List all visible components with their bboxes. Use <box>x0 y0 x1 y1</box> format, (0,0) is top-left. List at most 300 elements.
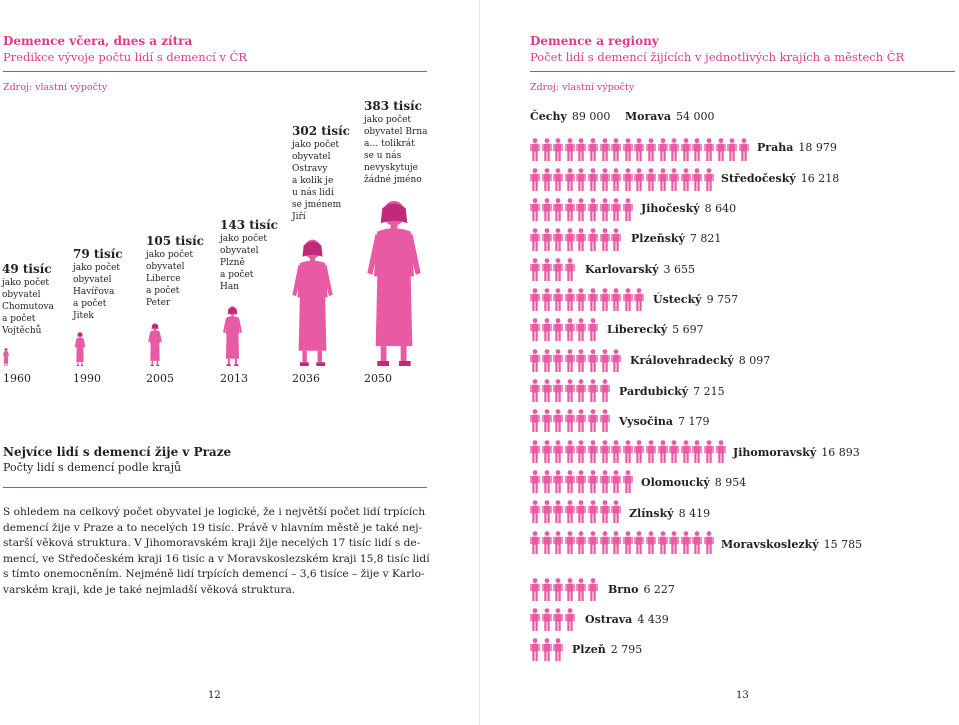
timeline-caption-line: obyvatel Brna <box>364 127 428 137</box>
page-number-right: 13 <box>736 690 749 701</box>
person-icon <box>588 578 598 605</box>
region-value: 8 640 <box>704 202 737 215</box>
region-icon-row <box>530 440 728 464</box>
person-icon <box>623 168 633 195</box>
person-icon <box>692 440 702 467</box>
person-icon <box>576 349 586 376</box>
woman-figure <box>359 200 429 370</box>
person-icon <box>588 500 598 527</box>
region-value: 16 893 <box>821 446 860 459</box>
person-icon <box>692 168 702 195</box>
person-icon <box>600 531 610 558</box>
person-icon <box>542 198 552 225</box>
person-icon <box>600 168 610 195</box>
person-icon <box>716 138 726 165</box>
person-icon <box>576 470 586 497</box>
region-label <box>585 613 669 626</box>
region-icon-row <box>530 318 600 342</box>
timeline-caption-line: Chomutova <box>2 302 54 312</box>
person-icon <box>669 531 679 558</box>
timeline-caption-line: a kolik je <box>292 176 334 186</box>
person-icon <box>692 138 702 165</box>
region-name: Plzeň <box>572 643 606 656</box>
person-icon <box>588 470 598 497</box>
person-icon <box>600 409 610 436</box>
woman-figure <box>286 239 339 370</box>
person-icon <box>623 440 633 467</box>
timeline-count: 143 tisíc <box>220 218 278 232</box>
person-icon <box>634 440 644 467</box>
timeline-label <box>2 262 54 337</box>
region-label <box>641 202 736 215</box>
region-icon-row <box>530 409 612 433</box>
body-line: s tímto onemocněním. Nejméně lidí trpících demencí – 3,6 tisíce – žije v Karlo- <box>3 568 425 580</box>
timeline-subtitle: Predikce vývoje počtu lidí s demencí v ČR <box>3 50 248 64</box>
timeline-year: 1960 <box>3 372 31 385</box>
body-line: starší věková struktura. V Jihomoravském kraji žije necelých 17 tisíc lidí s de- <box>3 537 421 549</box>
timeline-caption-line: jako počet <box>146 250 194 260</box>
person-icon <box>739 138 749 165</box>
macro-region-label <box>530 110 610 123</box>
person-icon <box>553 409 563 436</box>
person-icon <box>565 198 575 225</box>
person-icon <box>530 500 540 527</box>
body-line: demencí žije v Praze a to necelých 19 tisíc. Právě v hlavním městě je také nej- <box>3 521 423 534</box>
person-icon <box>588 288 598 315</box>
person-icon <box>542 288 552 315</box>
person-icon <box>565 168 575 195</box>
timeline-caption-line: a počet <box>146 286 180 296</box>
region-icon-row <box>530 228 623 252</box>
person-icon <box>553 168 563 195</box>
person-icon <box>611 349 621 376</box>
timeline-count: 49 tisíc <box>2 262 52 276</box>
timeline-caption-line: a… tolikrát <box>364 139 415 149</box>
timeline-caption-line: obyvatel <box>2 290 41 300</box>
region-label <box>631 232 721 245</box>
region-value: 9 757 <box>706 293 739 306</box>
timeline-caption-line: se jménem <box>292 200 342 210</box>
timeline-caption-line: obyvatel <box>292 152 331 162</box>
region-value: 8 419 <box>678 507 711 520</box>
macro-region-value: 89 000 <box>571 110 611 123</box>
region-name: Karlovarský <box>585 263 659 276</box>
person-icon <box>658 440 668 467</box>
region-name: Jihomoravský <box>733 446 817 459</box>
person-icon <box>692 531 702 558</box>
person-icon <box>576 168 586 195</box>
person-icon <box>542 409 552 436</box>
region-name: Ostrava <box>585 613 633 626</box>
person-icon <box>553 470 563 497</box>
person-icon <box>553 228 563 255</box>
person-icon <box>565 608 575 635</box>
region-label <box>619 385 725 398</box>
person-icon <box>611 531 621 558</box>
person-icon <box>611 440 621 467</box>
person-icon <box>542 318 552 345</box>
person-icon <box>530 138 540 165</box>
person-icon <box>600 288 610 315</box>
region-icon-row <box>530 470 635 494</box>
section-2-subtitle: Počty lidí s demencí podle krajů <box>3 461 182 474</box>
person-icon <box>530 349 540 376</box>
person-icon <box>553 349 563 376</box>
person-icon <box>600 379 610 406</box>
person-icon <box>565 228 575 255</box>
person-icon <box>530 440 540 467</box>
person-icon <box>565 500 575 527</box>
region-icon-row <box>530 500 623 524</box>
person-icon <box>727 138 737 165</box>
person-icon <box>530 578 540 605</box>
person-icon <box>565 578 575 605</box>
regions-title: Demence a regiony <box>530 34 659 48</box>
region-name: Pardubický <box>619 385 689 398</box>
timeline-caption-line: Peter <box>146 298 171 308</box>
person-icon <box>576 198 586 225</box>
person-icon <box>681 531 691 558</box>
regions-title-rule <box>530 71 955 72</box>
region-value: 8 954 <box>714 476 747 489</box>
timeline-caption-line: Vojtěchů <box>2 326 42 336</box>
region-value: 6 227 <box>643 583 675 596</box>
region-value: 16 218 <box>800 172 840 185</box>
region-value: 15 785 <box>823 538 863 551</box>
person-icon <box>576 138 586 165</box>
timeline-caption-line: jako počet <box>364 115 412 125</box>
person-icon <box>565 258 575 285</box>
person-icon <box>623 470 633 497</box>
region-name: Jihočeský <box>641 202 700 215</box>
person-icon <box>716 440 726 467</box>
person-icon <box>542 638 552 665</box>
person-icon <box>530 409 540 436</box>
region-value: 8 097 <box>738 354 771 367</box>
person-icon <box>646 138 656 165</box>
region-icon-row <box>530 258 577 282</box>
person-icon <box>623 531 633 558</box>
person-icon <box>576 440 586 467</box>
person-icon <box>565 440 575 467</box>
region-name: Brno <box>608 583 639 596</box>
section-2-title: Nejvíce lidí s demencí žije v Praze <box>3 445 232 459</box>
person-icon <box>565 349 575 376</box>
timeline-caption-line: jako počet <box>292 140 340 150</box>
person-icon <box>576 531 586 558</box>
person-icon <box>611 500 621 527</box>
region-name: Vysočina <box>619 415 674 428</box>
person-icon <box>576 228 586 255</box>
person-icon <box>542 578 552 605</box>
timeline-count: 79 tisíc <box>73 247 123 261</box>
person-icon <box>553 440 563 467</box>
region-label <box>641 476 746 489</box>
timeline-count: 105 tisíc <box>146 234 204 248</box>
person-icon <box>576 379 586 406</box>
person-icon <box>576 409 586 436</box>
timeline-caption-line: Ostravy <box>292 164 328 174</box>
timeline-label <box>73 247 123 322</box>
timeline-caption-line: se u nás <box>364 151 402 161</box>
person-icon <box>530 198 540 225</box>
timeline-caption-line: Jitek <box>73 311 94 321</box>
person-icon <box>553 258 563 285</box>
person-icon <box>681 168 691 195</box>
person-icon <box>530 608 540 635</box>
person-icon <box>681 440 691 467</box>
timeline-year: 2013 <box>220 372 248 385</box>
region-label <box>757 141 837 154</box>
person-icon <box>588 440 598 467</box>
person-icon <box>634 168 644 195</box>
timeline-caption-line: jako počet <box>220 234 268 244</box>
person-icon <box>634 288 644 315</box>
region-name: Ústecký <box>653 293 702 306</box>
macro-region-name: Čechy <box>530 110 567 123</box>
person-icon <box>658 138 668 165</box>
person-icon <box>542 608 552 635</box>
person-icon <box>542 228 552 255</box>
person-icon <box>611 168 621 195</box>
region-name: Plzeňský <box>631 232 685 245</box>
regions-source: Zdroj: vlastní výpočty <box>530 82 635 93</box>
person-icon <box>600 500 610 527</box>
person-icon <box>623 138 633 165</box>
region-label <box>721 538 862 551</box>
person-icon <box>565 138 575 165</box>
region-icon-row <box>530 288 646 312</box>
person-icon <box>542 379 552 406</box>
timeline-caption-line: obyvatel <box>73 275 112 285</box>
person-icon <box>588 379 598 406</box>
timeline-title: Demence včera, dnes a zítra <box>3 34 193 48</box>
region-label <box>653 293 738 306</box>
person-icon <box>646 531 656 558</box>
timeline-caption-line: jako počet <box>73 263 121 273</box>
timeline-caption-line: a počet <box>2 314 36 324</box>
person-icon <box>588 531 598 558</box>
section-2-rule <box>3 487 427 488</box>
region-label <box>619 415 710 428</box>
person-icon <box>658 531 668 558</box>
person-icon <box>530 531 540 558</box>
person-icon <box>530 379 540 406</box>
woman-figure <box>2 348 10 370</box>
person-icon <box>565 379 575 406</box>
woman-figure <box>73 332 87 370</box>
timeline-caption-line: Han <box>220 282 240 292</box>
region-value: 18 979 <box>798 141 837 154</box>
region-icon-row <box>530 578 600 602</box>
person-icon <box>588 168 598 195</box>
timeline-count: 383 tisíc <box>364 99 422 113</box>
timeline-caption-line: žádné jméno <box>364 175 422 185</box>
timeline-caption-line: Liberce <box>146 274 181 284</box>
timeline-caption-line: Plzně <box>220 258 245 268</box>
region-name: Moravskoslezký <box>721 538 819 551</box>
person-icon <box>623 198 633 225</box>
person-icon <box>611 138 621 165</box>
person-icon <box>530 258 540 285</box>
macro-region-value: 54 000 <box>675 110 715 123</box>
region-icon-row <box>530 349 623 373</box>
person-icon <box>542 500 552 527</box>
timeline-source: Zdroj: vlastní výpočty <box>3 82 108 93</box>
person-icon <box>553 578 563 605</box>
body-line: varském kraji, kde je také nejmladší věková struktura. <box>3 583 296 596</box>
region-value: 7 179 <box>678 415 710 428</box>
person-icon <box>553 531 563 558</box>
region-icon-row <box>530 608 577 632</box>
region-value: 2 795 <box>610 643 643 656</box>
person-icon <box>600 440 610 467</box>
region-label <box>608 583 675 596</box>
person-icon <box>669 168 679 195</box>
person-icon <box>600 349 610 376</box>
person-icon <box>611 470 621 497</box>
person-icon <box>530 318 540 345</box>
region-icon-row <box>530 379 612 403</box>
woman-figure <box>220 306 245 370</box>
timeline-label <box>220 218 278 293</box>
person-icon <box>658 168 668 195</box>
macro-region-name: Morava <box>625 110 671 123</box>
person-icon <box>704 440 714 467</box>
timeline-caption-line: u nás lidí <box>292 188 334 198</box>
region-label <box>572 643 642 656</box>
timeline-caption-line: obyvatel <box>146 262 185 272</box>
person-icon <box>542 470 552 497</box>
region-value: 7 821 <box>689 232 722 245</box>
person-icon <box>611 198 621 225</box>
timeline-year: 2036 <box>292 372 320 385</box>
region-label <box>733 446 860 459</box>
person-icon <box>704 531 714 558</box>
region-icon-row <box>530 138 751 162</box>
person-icon <box>530 168 540 195</box>
page-number-left: 12 <box>208 690 221 701</box>
region-value: 3 655 <box>663 263 696 276</box>
person-icon <box>588 318 598 345</box>
timeline-label <box>292 124 350 223</box>
timeline-caption-line: jako počet <box>2 278 50 288</box>
person-icon <box>611 288 621 315</box>
timeline-caption-line: obyvatel <box>220 246 259 256</box>
person-icon <box>576 318 586 345</box>
regions-subtitle: Počet lidí s demencí žijících v jednotlivých krajích a městech ČR <box>530 50 905 64</box>
person-icon <box>553 318 563 345</box>
person-icon <box>588 228 598 255</box>
region-icon-row <box>530 531 716 555</box>
person-icon <box>588 198 598 225</box>
person-icon <box>553 198 563 225</box>
person-icon <box>542 440 552 467</box>
timeline-year: 1990 <box>73 372 101 385</box>
timeline-caption-line: Havířova <box>73 287 115 297</box>
person-icon <box>553 138 563 165</box>
person-icon <box>542 168 552 195</box>
person-icon <box>588 138 598 165</box>
region-icon-row <box>530 198 635 222</box>
person-icon <box>623 288 633 315</box>
title-rule <box>3 71 427 72</box>
region-label <box>721 172 839 185</box>
person-icon <box>600 470 610 497</box>
region-value: 5 697 <box>672 323 704 336</box>
person-icon <box>600 198 610 225</box>
person-icon <box>565 288 575 315</box>
person-icon <box>646 168 656 195</box>
region-value: 4 439 <box>637 613 669 626</box>
person-icon <box>681 138 691 165</box>
macro-region-label <box>625 110 714 123</box>
timeline-label <box>146 234 204 309</box>
person-icon <box>704 168 714 195</box>
person-icon <box>530 638 540 665</box>
person-icon <box>646 440 656 467</box>
region-name: Zlínský <box>629 507 674 520</box>
person-icon <box>565 531 575 558</box>
timeline-label <box>364 99 427 186</box>
region-icon-row <box>530 638 565 662</box>
right-page <box>480 0 959 725</box>
person-icon <box>565 318 575 345</box>
person-icon <box>634 531 644 558</box>
person-icon <box>530 470 540 497</box>
person-icon <box>634 138 644 165</box>
person-icon <box>530 288 540 315</box>
person-icon <box>588 349 598 376</box>
person-icon <box>553 638 563 665</box>
region-label <box>629 507 710 520</box>
region-name: Praha <box>757 141 794 154</box>
person-icon <box>553 379 563 406</box>
timeline-caption-line: nevyskytuje <box>364 163 418 173</box>
region-value: 7 215 <box>693 385 725 398</box>
person-icon <box>553 500 563 527</box>
woman-figure <box>146 323 164 370</box>
person-icon <box>542 138 552 165</box>
timeline-year: 2050 <box>364 372 392 385</box>
region-label <box>630 354 770 367</box>
body-line: mencí, ve Středočeském kraji 16 tisíc a v Moravskoslezském kraji 15,8 tisíc lidí <box>3 552 430 565</box>
body-paragraph <box>3 505 433 598</box>
person-icon <box>565 409 575 436</box>
person-icon <box>704 138 714 165</box>
timeline-count: 302 tisíc <box>292 124 350 138</box>
person-icon <box>576 288 586 315</box>
person-icon <box>542 349 552 376</box>
region-icon-row <box>530 168 716 192</box>
person-icon <box>600 138 610 165</box>
person-icon <box>588 409 598 436</box>
timeline-caption-line: Jiří <box>292 212 306 222</box>
person-icon <box>611 228 621 255</box>
timeline-year: 2005 <box>146 372 174 385</box>
region-name: Liberecký <box>607 323 668 336</box>
timeline-caption-line: a počet <box>73 299 107 309</box>
person-icon <box>669 138 679 165</box>
person-icon <box>542 531 552 558</box>
timeline-caption-line: a počet <box>220 270 254 280</box>
person-icon <box>565 470 575 497</box>
person-icon <box>576 500 586 527</box>
person-icon <box>542 258 552 285</box>
person-icon <box>669 440 679 467</box>
person-icon <box>600 228 610 255</box>
region-label <box>585 263 695 276</box>
